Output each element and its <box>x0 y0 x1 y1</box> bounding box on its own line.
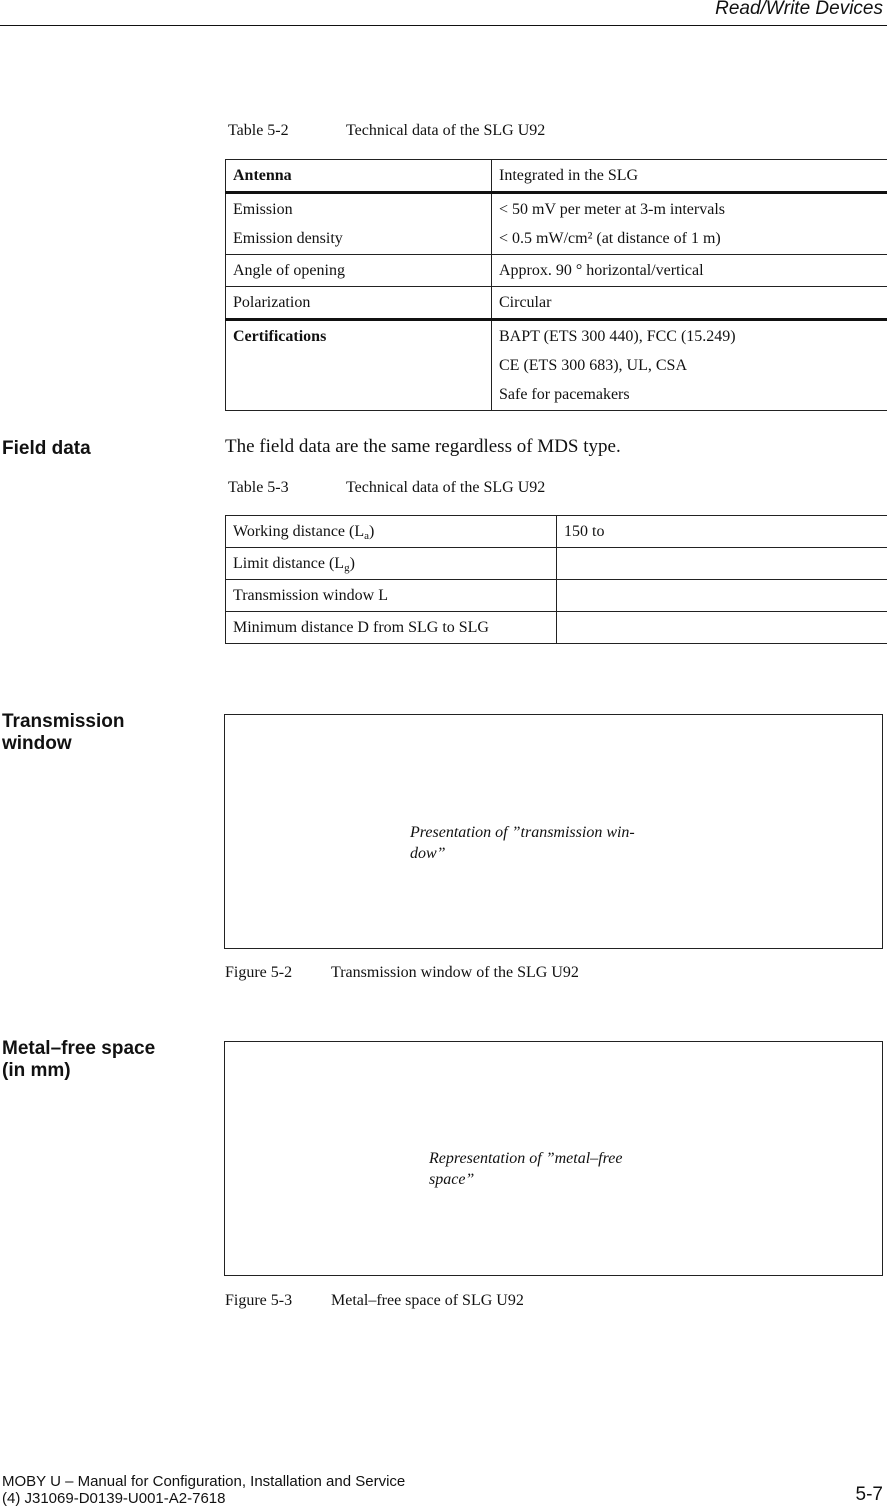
placeholder-line: dow” <box>410 845 446 862</box>
placeholder-line: Presentation of ”transmission win- <box>410 824 635 841</box>
table-cell-value: Circular <box>492 287 887 320</box>
technical-data-table <box>225 159 887 411</box>
cell-line: BAPT (ETS 300 440), FCC (15.249) <box>499 328 736 345</box>
heading-line: Metal–free space <box>2 1038 156 1059</box>
table-row <box>226 320 887 411</box>
table-title: Technical data of the SLG U92 <box>346 479 546 496</box>
footer-line: (4) J31069-D0139-U001-A2-7618 <box>2 1490 226 1507</box>
figure-title: Transmission window of the SLG U92 <box>331 964 579 981</box>
side-heading-metal-free-space <box>2 1038 155 1082</box>
cell-line: Safe for pacemakers <box>499 386 630 403</box>
table-cell-value <box>557 612 887 644</box>
placeholder-line: space” <box>429 1171 475 1188</box>
table-row <box>226 612 887 644</box>
table-cell-label: Antenna <box>226 160 492 193</box>
table-caption-5-3 <box>228 479 545 497</box>
table-cell-label: Polarization <box>226 287 492 320</box>
table-cell-label: Transmission window L <box>226 580 557 612</box>
table-cell-value: Approx. 90 ° horizontal/vertical <box>492 255 887 287</box>
table-row <box>226 160 887 193</box>
figure-placeholder-transmission-window <box>224 714 883 949</box>
cell-text: ) <box>369 523 375 540</box>
field-data-table <box>225 515 887 644</box>
cell-line: CE (ETS 300 683), UL, CSA <box>499 357 687 374</box>
figure-caption-5-3 <box>225 1292 524 1310</box>
table-cell-value <box>492 193 887 255</box>
cell-text: ) <box>349 555 355 572</box>
cell-text: Working distance (L <box>233 523 365 540</box>
figure-title: Metal–free space of SLG U92 <box>331 1292 524 1309</box>
table-cell-label: Minimum distance D from SLG to SLG <box>226 612 557 644</box>
table-cell-label <box>226 516 557 548</box>
page-number: 5-7 <box>855 1484 883 1505</box>
table-title: Technical data of the SLG U92 <box>346 122 546 139</box>
table-number: Table 5-2 <box>228 122 289 139</box>
heading-line: Transmission <box>2 711 125 732</box>
table-row <box>226 287 887 320</box>
running-head: Read/Write Devices <box>715 0 883 19</box>
cell-text: Limit distance (L <box>233 555 345 572</box>
cell-subscript: a <box>364 530 370 542</box>
table-cell-label: Certifications <box>226 320 492 411</box>
table-cell-value: 150 to <box>557 516 887 548</box>
page-footer <box>2 1473 405 1507</box>
table-cell-label <box>226 193 492 255</box>
cell-line: < 0.5 mW/cm² (at distance of 1 m) <box>499 230 721 247</box>
table-row <box>226 516 887 548</box>
figure-placeholder-text <box>429 1148 622 1190</box>
side-heading-transmission-window <box>2 711 125 755</box>
table-row <box>226 255 887 287</box>
table-cell-label <box>226 548 557 580</box>
table-cell-value <box>557 580 887 612</box>
heading-line: (in mm) <box>2 1060 71 1081</box>
field-data-intro: The field data are the same regardless of MDS type. <box>225 436 621 457</box>
cell-subscript: g <box>344 562 350 574</box>
table-row <box>226 548 887 580</box>
table-cell-value <box>492 320 887 411</box>
side-heading-field-data: Field data <box>2 438 91 459</box>
table-caption-5-2 <box>228 122 545 140</box>
cell-line: Emission density <box>233 230 343 247</box>
figure-placeholder-text <box>410 822 635 864</box>
table-number: Table 5-3 <box>228 479 289 496</box>
table-cell-value <box>557 548 887 580</box>
placeholder-line: Representation of ”metal–free <box>429 1150 623 1167</box>
cell-line: < 50 mV per meter at 3-m intervals <box>499 201 725 218</box>
header-rule <box>0 25 887 26</box>
figure-placeholder-metal-free-space <box>224 1041 883 1276</box>
footer-line: MOBY U – Manual for Configuration, Installation and Service <box>2 1473 406 1490</box>
cell-line: Emission <box>233 201 293 218</box>
table-cell-label: Angle of opening <box>226 255 492 287</box>
table-row <box>226 580 887 612</box>
table-cell-value: Integrated in the SLG <box>492 160 887 193</box>
heading-line: window <box>2 733 72 754</box>
figure-number: Figure 5-2 <box>225 964 293 981</box>
figure-caption-5-2 <box>225 964 579 982</box>
table-row <box>226 193 887 255</box>
figure-number: Figure 5-3 <box>225 1292 293 1309</box>
